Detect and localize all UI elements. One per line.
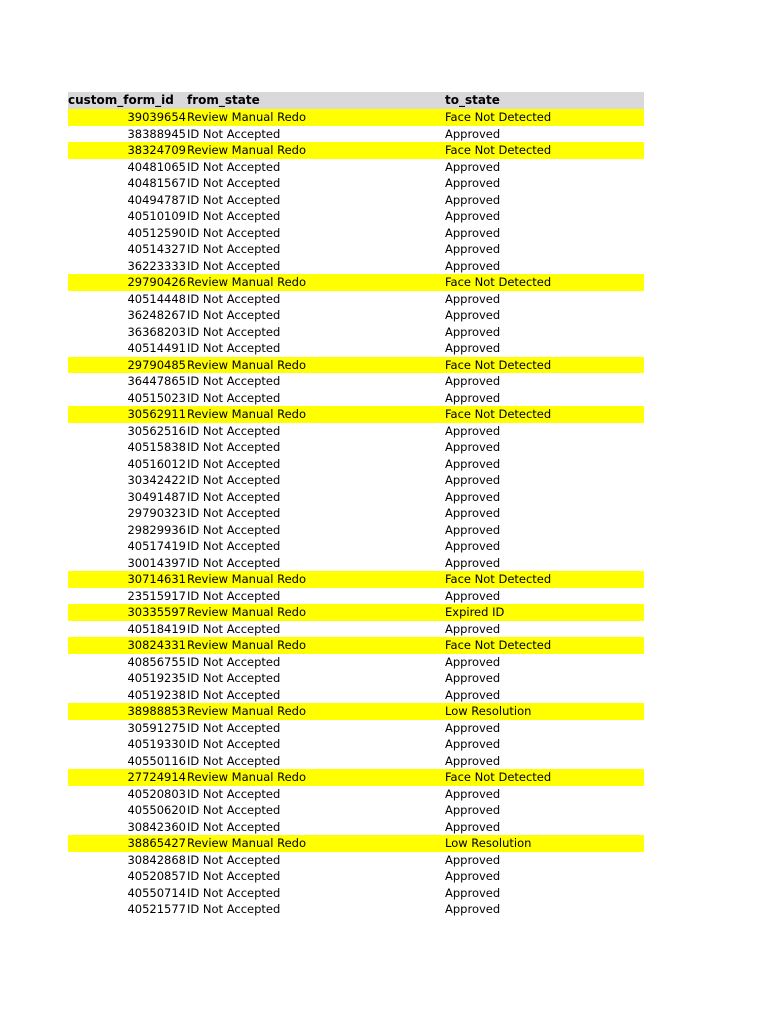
- cell-custom-form-id: 30491487: [127, 489, 186, 504]
- table-row: [68, 769, 644, 786]
- cell-from-state: ID Not Accepted: [187, 225, 281, 240]
- cell-from-state: ID Not Accepted: [187, 374, 281, 388]
- cell-from-state: ID Not Accepted: [187, 687, 281, 702]
- table-row: [68, 571, 644, 588]
- cell-custom-form-id: 23515917: [127, 588, 186, 603]
- table-row: [68, 390, 644, 407]
- cell-to-state: Approved: [445, 819, 501, 834]
- table-row: [68, 307, 644, 324]
- column-header-to-state: to_state: [445, 93, 500, 107]
- cell-custom-form-id: 38865427: [127, 836, 186, 850]
- cell-custom-form-id: 36368203: [127, 324, 186, 339]
- cell-from-state: ID Not Accepted: [187, 341, 281, 355]
- cell-from-state: ID Not Accepted: [187, 803, 281, 817]
- cell-from-state: Review Manual Redo: [187, 704, 307, 718]
- cell-from-state: ID Not Accepted: [187, 456, 281, 471]
- cell-to-state: Approved: [445, 786, 501, 801]
- cell-to-state: Approved: [445, 671, 501, 685]
- table-row: [68, 621, 644, 638]
- table-row: [68, 489, 644, 506]
- cell-to-state: Face Not Detected: [445, 770, 552, 784]
- table-row: [68, 786, 644, 803]
- cell-to-state: Approved: [445, 720, 501, 735]
- cell-to-state: Approved: [445, 423, 501, 438]
- cell-from-state: ID Not Accepted: [187, 852, 281, 867]
- cell-to-state: Low Resolution: [445, 836, 532, 850]
- cell-from-state: Review Manual Redo: [187, 605, 307, 619]
- cell-custom-form-id: 40515838: [127, 440, 186, 454]
- cell-custom-form-id: 30335597: [127, 605, 186, 619]
- cell-to-state: Approved: [445, 654, 501, 669]
- cell-from-state: Review Manual Redo: [187, 638, 307, 652]
- table-row: [68, 439, 644, 456]
- cell-from-state: ID Not Accepted: [187, 324, 281, 339]
- cell-custom-form-id: 40481065: [127, 159, 186, 174]
- table-row: [68, 703, 644, 720]
- cell-from-state: ID Not Accepted: [187, 671, 281, 685]
- column-header-from-state: from_state: [187, 93, 260, 107]
- table-row: [68, 505, 644, 522]
- cell-from-state: ID Not Accepted: [187, 126, 281, 141]
- cell-custom-form-id: 40512590: [127, 225, 186, 240]
- data-table: [68, 92, 644, 918]
- cell-custom-form-id: 27724914: [127, 770, 186, 784]
- cell-to-state: Approved: [445, 456, 501, 471]
- cell-custom-form-id: 30714631: [127, 572, 186, 586]
- cell-to-state: Approved: [445, 539, 501, 553]
- cell-custom-form-id: 36447865: [127, 374, 186, 388]
- cell-from-state: ID Not Accepted: [187, 588, 281, 603]
- cell-from-state: ID Not Accepted: [187, 209, 281, 223]
- cell-from-state: ID Not Accepted: [187, 621, 281, 636]
- table-row: [68, 258, 644, 275]
- cell-custom-form-id: 29790426: [127, 275, 186, 289]
- cell-to-state: Approved: [445, 885, 501, 900]
- table-row: [68, 241, 644, 258]
- cell-custom-form-id: 29790485: [127, 357, 186, 372]
- cell-to-state: Approved: [445, 506, 501, 520]
- table-row: [68, 720, 644, 737]
- cell-custom-form-id: 40519238: [127, 687, 186, 702]
- cell-to-state: Approved: [445, 737, 501, 751]
- cell-to-state: Approved: [445, 126, 501, 141]
- cell-to-state: Approved: [445, 852, 501, 867]
- cell-from-state: Review Manual Redo: [187, 836, 307, 850]
- table-row: [68, 340, 644, 357]
- cell-custom-form-id: 30562516: [127, 423, 186, 438]
- cell-custom-form-id: 40515023: [127, 390, 186, 405]
- cell-custom-form-id: 40510109: [127, 209, 186, 223]
- cell-to-state: Approved: [445, 374, 501, 388]
- cell-from-state: ID Not Accepted: [187, 737, 281, 751]
- cell-from-state: ID Not Accepted: [187, 819, 281, 834]
- cell-from-state: ID Not Accepted: [187, 390, 281, 405]
- cell-from-state: ID Not Accepted: [187, 555, 281, 570]
- cell-to-state: Approved: [445, 176, 501, 190]
- cell-to-state: Approved: [445, 489, 501, 504]
- table-row: [68, 175, 644, 192]
- table-row: [68, 885, 644, 902]
- cell-custom-form-id: 38324709: [127, 143, 186, 157]
- cell-from-state: ID Not Accepted: [187, 473, 281, 487]
- cell-custom-form-id: 40514327: [127, 242, 186, 256]
- cell-custom-form-id: 38988853: [127, 704, 186, 718]
- table-row: [68, 208, 644, 225]
- cell-custom-form-id: 40550620: [127, 803, 186, 817]
- cell-custom-form-id: 40494787: [127, 192, 186, 207]
- cell-to-state: Expired ID: [445, 605, 505, 619]
- table-row: [68, 522, 644, 539]
- cell-from-state: ID Not Accepted: [187, 506, 281, 520]
- cell-to-state: Approved: [445, 291, 501, 306]
- table-row: [68, 291, 644, 308]
- table-row: [68, 588, 644, 605]
- cell-to-state: Face Not Detected: [445, 275, 552, 289]
- cell-to-state: Face Not Detected: [445, 407, 552, 421]
- table-row: [68, 126, 644, 143]
- cell-to-state: Face Not Detected: [445, 110, 552, 124]
- cell-from-state: ID Not Accepted: [187, 902, 281, 916]
- cell-custom-form-id: 38388945: [127, 126, 186, 141]
- cell-custom-form-id: 40520803: [127, 786, 186, 801]
- cell-custom-form-id: 40481567: [127, 176, 186, 190]
- cell-custom-form-id: 40518419: [127, 621, 186, 636]
- table-row: [68, 192, 644, 209]
- cell-to-state: Approved: [445, 341, 501, 355]
- cell-to-state: Approved: [445, 209, 501, 223]
- cell-from-state: ID Not Accepted: [187, 522, 281, 537]
- cell-custom-form-id: 40550116: [127, 753, 186, 768]
- cell-from-state: ID Not Accepted: [187, 308, 281, 322]
- cell-custom-form-id: 40856755: [127, 654, 186, 669]
- cell-to-state: Face Not Detected: [445, 357, 552, 372]
- cell-from-state: ID Not Accepted: [187, 869, 281, 883]
- cell-to-state: Approved: [445, 869, 501, 883]
- cell-from-state: ID Not Accepted: [187, 440, 281, 454]
- cell-custom-form-id: 36248267: [127, 308, 186, 322]
- cell-custom-form-id: 40519330: [127, 737, 186, 751]
- cell-custom-form-id: 30342422: [127, 473, 186, 487]
- cell-to-state: Approved: [445, 753, 501, 768]
- cell-to-state: Approved: [445, 588, 501, 603]
- table-row: [68, 687, 644, 704]
- cell-custom-form-id: 30842360: [127, 819, 186, 834]
- table-row: [68, 225, 644, 242]
- cell-to-state: Approved: [445, 687, 501, 702]
- cell-custom-form-id: 30842868: [127, 852, 186, 867]
- cell-custom-form-id: 40517419: [127, 539, 186, 553]
- cell-to-state: Face Not Detected: [445, 572, 552, 586]
- cell-from-state: Review Manual Redo: [187, 407, 307, 421]
- cell-custom-form-id: 30562911: [127, 407, 186, 421]
- cell-from-state: ID Not Accepted: [187, 720, 281, 735]
- table-row: [68, 472, 644, 489]
- table-row: [68, 736, 644, 753]
- cell-to-state: Approved: [445, 902, 501, 916]
- table-row: [68, 456, 644, 473]
- table-row: [68, 753, 644, 770]
- cell-to-state: Approved: [445, 308, 501, 322]
- table-row: [68, 373, 644, 390]
- table-row: [68, 637, 644, 654]
- table-row: [68, 406, 644, 423]
- cell-to-state: Approved: [445, 555, 501, 570]
- cell-from-state: Review Manual Redo: [187, 572, 307, 586]
- table-header-row: [68, 92, 644, 109]
- cell-custom-form-id: 40514448: [127, 291, 186, 306]
- cell-from-state: ID Not Accepted: [187, 176, 281, 190]
- cell-custom-form-id: 40521577: [127, 902, 186, 916]
- cell-custom-form-id: 40550714: [127, 885, 186, 900]
- cell-to-state: Approved: [445, 324, 501, 339]
- cell-custom-form-id: 29829936: [127, 522, 186, 537]
- cell-from-state: ID Not Accepted: [187, 753, 281, 768]
- table-body: [68, 109, 644, 918]
- cell-from-state: ID Not Accepted: [187, 786, 281, 801]
- cell-from-state: ID Not Accepted: [187, 423, 281, 438]
- cell-custom-form-id: 40516012: [127, 456, 186, 471]
- table-row: [68, 357, 644, 374]
- column-header-custom-form-id: custom_form_id: [68, 93, 174, 107]
- cell-custom-form-id: 40514491: [127, 341, 186, 355]
- cell-to-state: Approved: [445, 258, 501, 273]
- cell-to-state: Approved: [445, 159, 501, 174]
- cell-to-state: Approved: [445, 473, 501, 487]
- cell-custom-form-id: 40519235: [127, 671, 186, 685]
- table-row: [68, 819, 644, 836]
- cell-custom-form-id: 29790323: [127, 506, 186, 520]
- cell-from-state: ID Not Accepted: [187, 489, 281, 504]
- cell-to-state: Approved: [445, 522, 501, 537]
- cell-from-state: Review Manual Redo: [187, 770, 307, 784]
- cell-from-state: Review Manual Redo: [187, 275, 307, 289]
- cell-to-state: Approved: [445, 440, 501, 454]
- cell-to-state: Approved: [445, 225, 501, 240]
- cell-custom-form-id: 30824331: [127, 638, 186, 652]
- table-row: [68, 274, 644, 291]
- cell-custom-form-id: 40520857: [127, 869, 186, 883]
- cell-custom-form-id: 36223333: [127, 258, 186, 273]
- table-row: [68, 835, 644, 852]
- table-row: [68, 538, 644, 555]
- cell-from-state: Review Manual Redo: [187, 110, 307, 124]
- table-row: [68, 670, 644, 687]
- cell-from-state: ID Not Accepted: [187, 242, 281, 256]
- cell-from-state: Review Manual Redo: [187, 143, 307, 157]
- table-row: [68, 604, 644, 621]
- table-row: [68, 654, 644, 671]
- cell-from-state: ID Not Accepted: [187, 885, 281, 900]
- table-row: [68, 324, 644, 341]
- table-row: [68, 802, 644, 819]
- cell-to-state: Face Not Detected: [445, 143, 552, 157]
- table-row: [68, 555, 644, 572]
- cell-to-state: Approved: [445, 621, 501, 636]
- table-row: [68, 852, 644, 869]
- cell-from-state: ID Not Accepted: [187, 539, 281, 553]
- cell-from-state: Review Manual Redo: [187, 357, 307, 372]
- cell-from-state: ID Not Accepted: [187, 192, 281, 207]
- table-row: [68, 423, 644, 440]
- table-row: [68, 109, 644, 126]
- cell-from-state: ID Not Accepted: [187, 291, 281, 306]
- table-row: [68, 901, 644, 918]
- cell-to-state: Approved: [445, 390, 501, 405]
- cell-to-state: Low Resolution: [445, 704, 532, 718]
- cell-from-state: ID Not Accepted: [187, 159, 281, 174]
- cell-custom-form-id: 30014397: [127, 555, 186, 570]
- table-row: [68, 159, 644, 176]
- table-row: [68, 142, 644, 159]
- cell-from-state: ID Not Accepted: [187, 258, 281, 273]
- cell-to-state: Approved: [445, 803, 501, 817]
- cell-to-state: Approved: [445, 192, 501, 207]
- cell-custom-form-id: 39039654: [127, 110, 186, 124]
- cell-from-state: ID Not Accepted: [187, 654, 281, 669]
- cell-to-state: Face Not Detected: [445, 638, 552, 652]
- cell-custom-form-id: 30591275: [127, 720, 186, 735]
- cell-to-state: Approved: [445, 242, 501, 256]
- table-row: [68, 868, 644, 885]
